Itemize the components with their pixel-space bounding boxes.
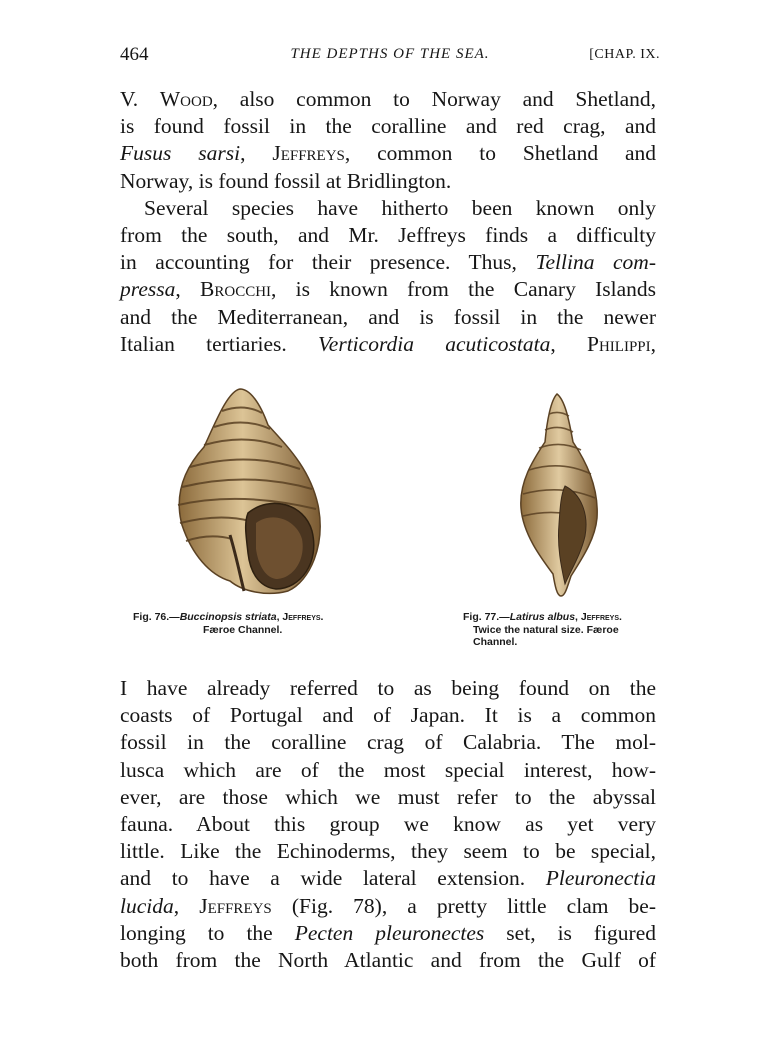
text-line: is found fossil in the coralline and red crag, and <box>120 114 656 139</box>
text-line: both from the North Atlantic and from the Gulf of <box>120 947 656 972</box>
page-number: 464 <box>120 44 149 65</box>
caption-line: Twice the natural size. Færoe <box>473 623 619 636</box>
text-line: ever, are those which we must refer to the abyssal <box>120 784 656 809</box>
figure-76-caption <box>133 611 383 636</box>
caption-line: Fig. 76.—Buccinopsis striata, Jeffreys. <box>133 611 324 623</box>
text-line: from the south, and Mr. Jeffreys finds a difficulty <box>120 222 656 247</box>
text-line: Several species have hitherto been known only <box>144 195 656 220</box>
text-line: Fusus sarsi, Jeffreys, common to Shetland and <box>120 141 657 166</box>
text-line: in accounting for their presence. Thus, Tellina com- <box>120 250 656 275</box>
caption-line: Færoe Channel. <box>203 623 283 636</box>
latirus-shell-illustration <box>515 390 607 600</box>
text-line: lucida, Jeffreys (Fig. 78), a pretty little clam be- <box>120 893 656 918</box>
page-header <box>120 44 660 70</box>
text-line: and to have a wide lateral extension. Pleuronectia <box>120 866 656 891</box>
text-line: coasts of Portugal and of Japan. It is a common <box>120 703 656 728</box>
caption-line: Channel. <box>473 636 518 648</box>
caption-line: Fig. 77.—Latirus albus, Jeffreys. <box>463 611 622 623</box>
figure-77-caption <box>463 611 663 649</box>
text-line: pressa, Brocchi, is known from the Canary Islands <box>120 277 657 302</box>
text-line: fossil in the coralline crag of Calabria. The mol- <box>120 730 656 755</box>
text-line: and the Mediterranean, and is fossil in the newer <box>120 304 656 329</box>
text-line: longing to the Pecten pleuronectes set, is figured <box>120 920 657 945</box>
text-line: little. Like the Echinoderms, they seem to be special, <box>120 839 656 864</box>
text-line: fauna. About this group we know as yet very <box>120 811 656 836</box>
chapter-label: [CHAP. IX. <box>589 47 660 62</box>
bottom-paragraph <box>120 675 656 974</box>
text-line: Italian tertiaries. Verticordia acuticostata, Philippi, <box>120 331 657 356</box>
running-title: THE DEPTHS OF THE SEA. <box>290 46 490 62</box>
text-line: V. Wood, also common to Norway and Shetland, <box>120 87 656 111</box>
text-line: Norway, is found fossil at Bridlington. <box>120 168 452 193</box>
top-paragraph <box>120 86 656 358</box>
text-line: I have already referred to as being found on the <box>120 676 656 700</box>
buccinopsis-shell-illustration <box>170 385 330 600</box>
text-line: lusca which are of the most special interest, how- <box>120 757 656 782</box>
